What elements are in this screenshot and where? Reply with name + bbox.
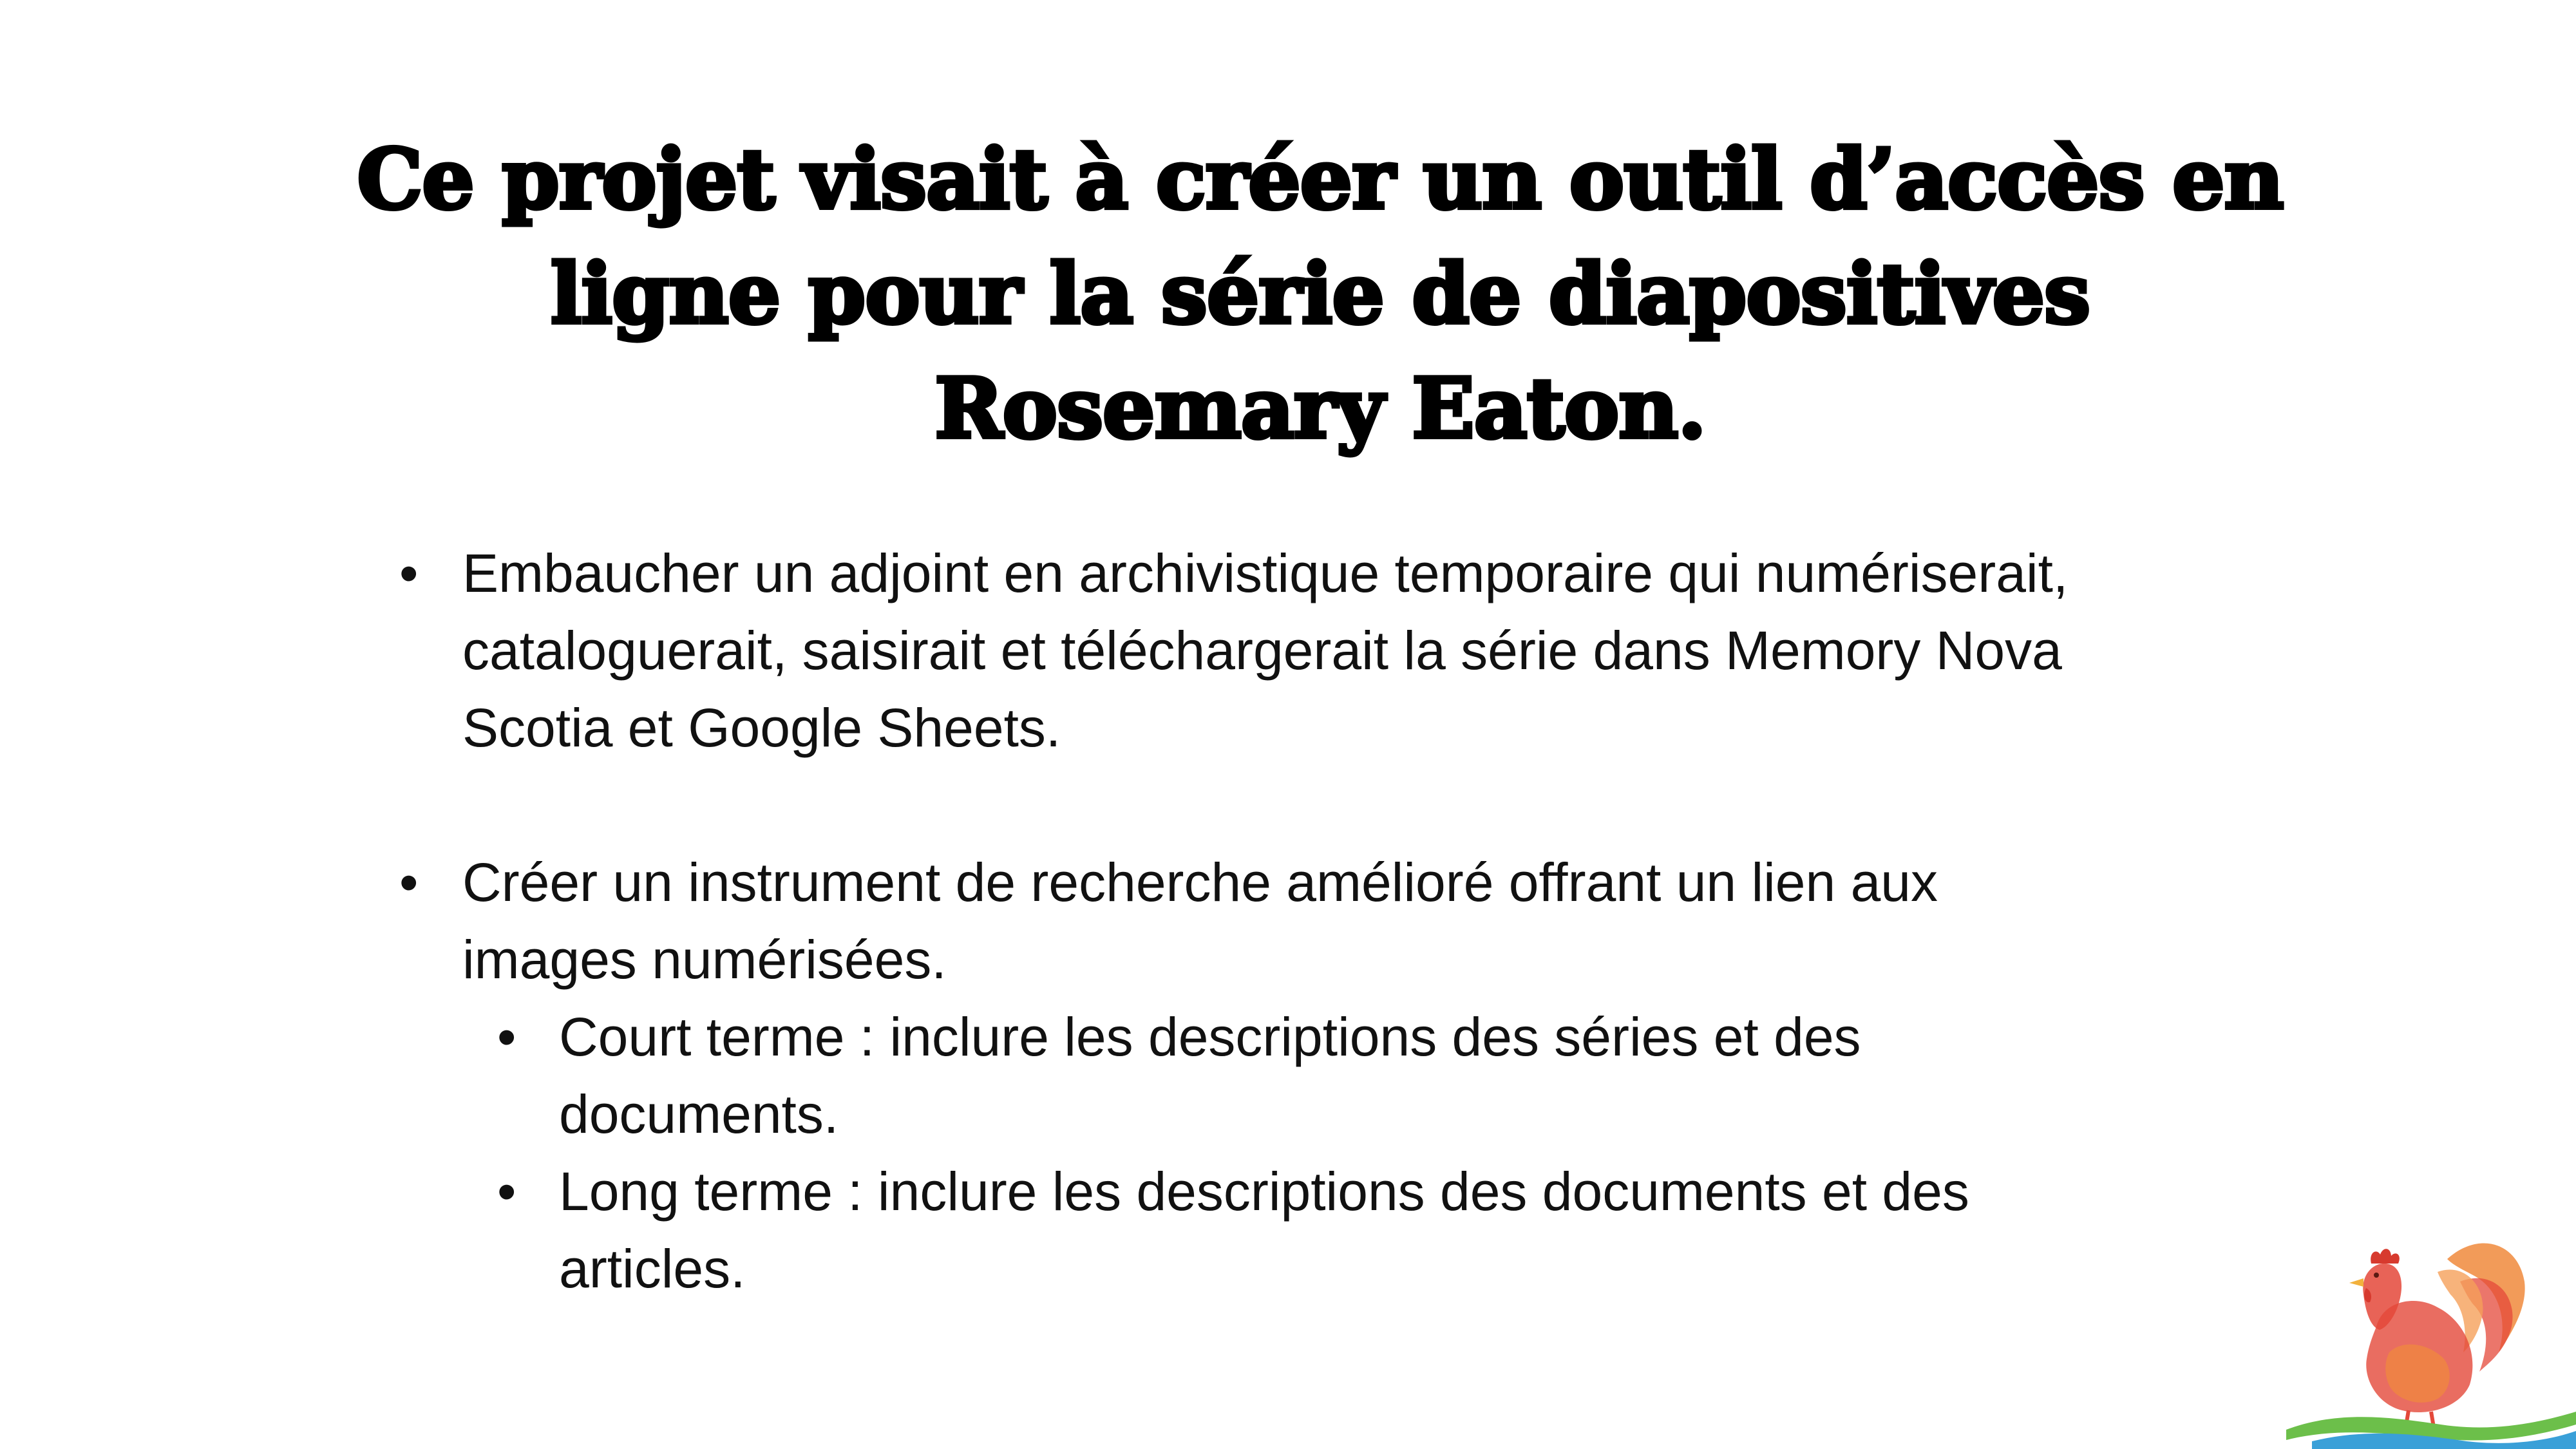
slide-body [399,535,2331,1307]
sub-bullet-2-line-2: articles. [559,1238,746,1299]
sub-bullet-item-2 [399,1153,2331,1307]
title-line-2: ligne pour la série de diapositives [550,246,2090,343]
bullet-item-2 [399,844,2331,998]
bullet-spacer [399,766,2331,844]
slide-title [348,122,2293,466]
sub-bullet-1-line-1: Court terme : inclure les descriptions des séries et des [559,1007,1861,1067]
bullet-1-line-2: cataloguerait, saisirait et téléchargerait la série dans Memory Nova [462,620,2062,681]
bullet-1-line-3: Scotia et Google Sheets. [462,697,1061,758]
sub-bullet-item-1 [399,998,2331,1153]
bullet-2-line-1: Créer un instrument de recherche amélioré offrant un lien aux [462,852,1938,913]
bullet-2-line-2: images numérisées. [462,929,947,990]
sub-bullet-1-line-2: documents. [559,1084,839,1144]
bullet-marker: • [399,543,419,603]
sub-bullet-2-line-1: Long terme : inclure les descriptions des documents et des [559,1161,1969,1222]
bullet-1-line-1: Embaucher un adjoint en archivistique temporaire qui numériserait, [462,543,2069,603]
title-line-1: Ce projet visait à créer un outil d’accès en [357,131,2284,228]
bullet-item-1 [399,535,2331,766]
title-line-3: Rosemary Eaton. [934,361,1706,457]
sub-bullet-marker: • [497,1007,516,1067]
bullet-marker: • [399,852,419,913]
sub-bullet-marker: • [497,1161,516,1222]
rooster-with-waves-icon [2286,1224,2576,1449]
